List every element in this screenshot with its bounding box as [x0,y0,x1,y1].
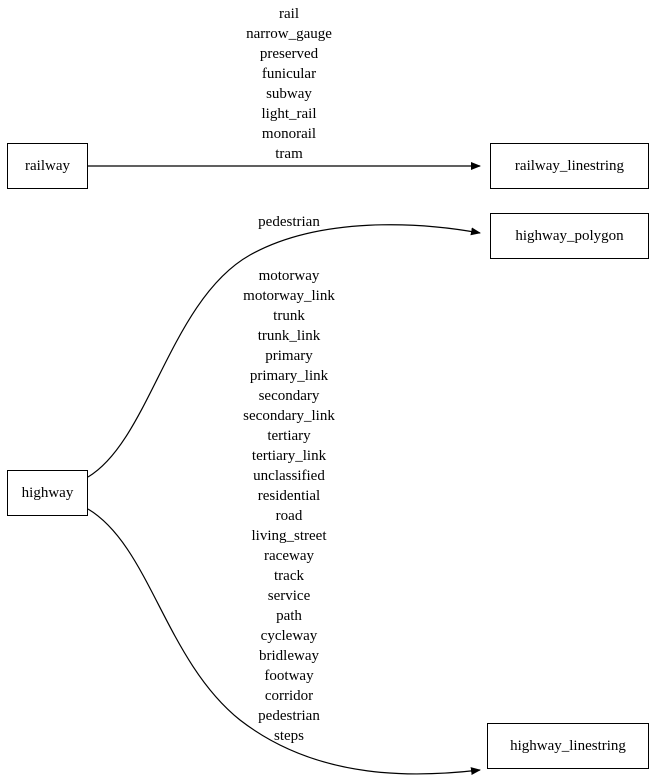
edge-label-line: funicular [261,66,317,82]
node-highway-linestring-label: highway_linestring [510,737,626,754]
node-railway-linestring-label: railway_linestring [514,157,625,174]
edge-label-line: steps [274,728,304,744]
edge-label-railway [189,4,389,164]
edge-label-line: road [275,508,303,524]
edge-label-line: motorway [258,268,320,284]
edge-label-line: raceway [264,548,314,564]
edge-label-line: motorway_link [243,288,335,304]
edge-label-line: tertiary_link [251,448,327,464]
edge-label-line: residential [257,488,321,504]
edge-label-line: tertiary [267,428,311,444]
edge-label-line: unclassified [253,468,325,484]
edge-label-line: living_street [251,528,327,544]
node-highway-polygon-label: highway_polygon [515,227,624,244]
node-highway-polygon[interactable] [490,213,649,259]
edge-label-line: subway [266,86,312,102]
node-highway-linestring[interactable] [487,723,649,769]
edge-label-line: trunk_link [257,328,321,344]
node-highway[interactable] [7,470,88,516]
edge-label-line: pedestrian [258,214,320,230]
edge-label-line: tram [275,146,303,162]
edge-label-highway-linestring [189,266,389,746]
edge-label-line: monorail [261,126,317,142]
edge-label-line: cycleway [260,628,318,644]
edge-label-line: preserved [259,46,319,62]
edge-label-highway-polygon [189,212,389,232]
edge-label-line: service [267,588,311,604]
edge-label-line: path [276,608,302,624]
edge-label-line: secondary_link [243,408,335,424]
edge-label-line: track [274,568,304,584]
edge-label-line: corridor [264,688,314,704]
node-railway[interactable] [7,143,88,189]
edge-label-line: light_rail [261,106,317,122]
edge-label-line: bridleway [259,648,319,664]
edge-label-line: rail [279,6,299,22]
edge-label-line: secondary [258,388,320,404]
edge-label-line: narrow_gauge [246,26,332,42]
edge-label-line: footway [264,668,314,684]
edge-label-line: primary [265,348,313,364]
node-railway-linestring[interactable] [490,143,649,189]
edge-label-line: primary_link [249,368,329,384]
node-highway-label: highway [21,484,74,501]
node-railway-label: railway [25,157,70,174]
edge-label-line: pedestrian [258,708,320,724]
edge-label-line: trunk [273,308,305,324]
